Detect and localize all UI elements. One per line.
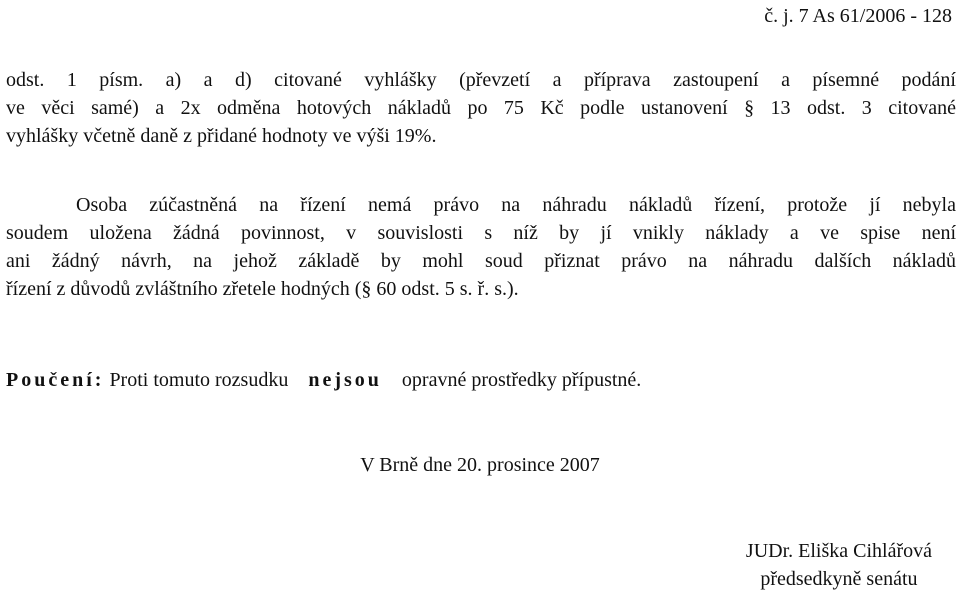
notice-text-after: opravné prostředky přípustné. — [401, 369, 642, 391]
paragraph-line: odst. 1 písm. a) a d) citované vyhlášky (převzetí a příprava zastoupení a písemné podání — [6, 69, 956, 91]
paragraph-line: soudem uložena žádná povinnost, v souvislosti s níž by jí vnikly náklady a ve spise není — [6, 222, 956, 244]
place-and-date: V Brně dne 20. prosince 2007 — [360, 454, 600, 476]
signatory-name: JUDr. Eliška Cihlářová — [745, 540, 932, 562]
paragraph-line: řízení z důvodů zvláštního zřetele hodných (§ 60 odst. 5 s. ř. s.). — [6, 278, 519, 300]
signature-block — [746, 537, 932, 593]
signatory-role: předsedkyně senátu — [760, 568, 918, 590]
paragraph-intervener-costs — [6, 191, 956, 303]
paragraph-line: ani žádný návrh, na jehož základě by mohl soud přiznat právo na náhradu dalších nákladů — [6, 250, 956, 272]
notice-text-before: Proti tomuto rozsudku — [109, 369, 289, 391]
paragraph-line: vyhlášky včetně daně z přidané hodnoty ve výši 19%. — [6, 125, 437, 147]
case-reference: č. j. 7 As 61/2006 - 128 — [764, 5, 952, 27]
notice-emphasis: nejsou — [308, 369, 382, 391]
paragraph-line: ve věci samé) a 2x odměna hotových nákladů po 75 Kč podle ustanovení § 13 odst. 3 citované — [6, 97, 956, 119]
legal-notice — [6, 367, 641, 393]
notice-label: Poučení: — [6, 369, 105, 391]
paragraph-line: Osoba zúčastněná na řízení nemá právo na náhradu nákladů řízení, protože jí nebyla — [76, 194, 956, 216]
paragraph-costs-continuation — [6, 66, 956, 150]
